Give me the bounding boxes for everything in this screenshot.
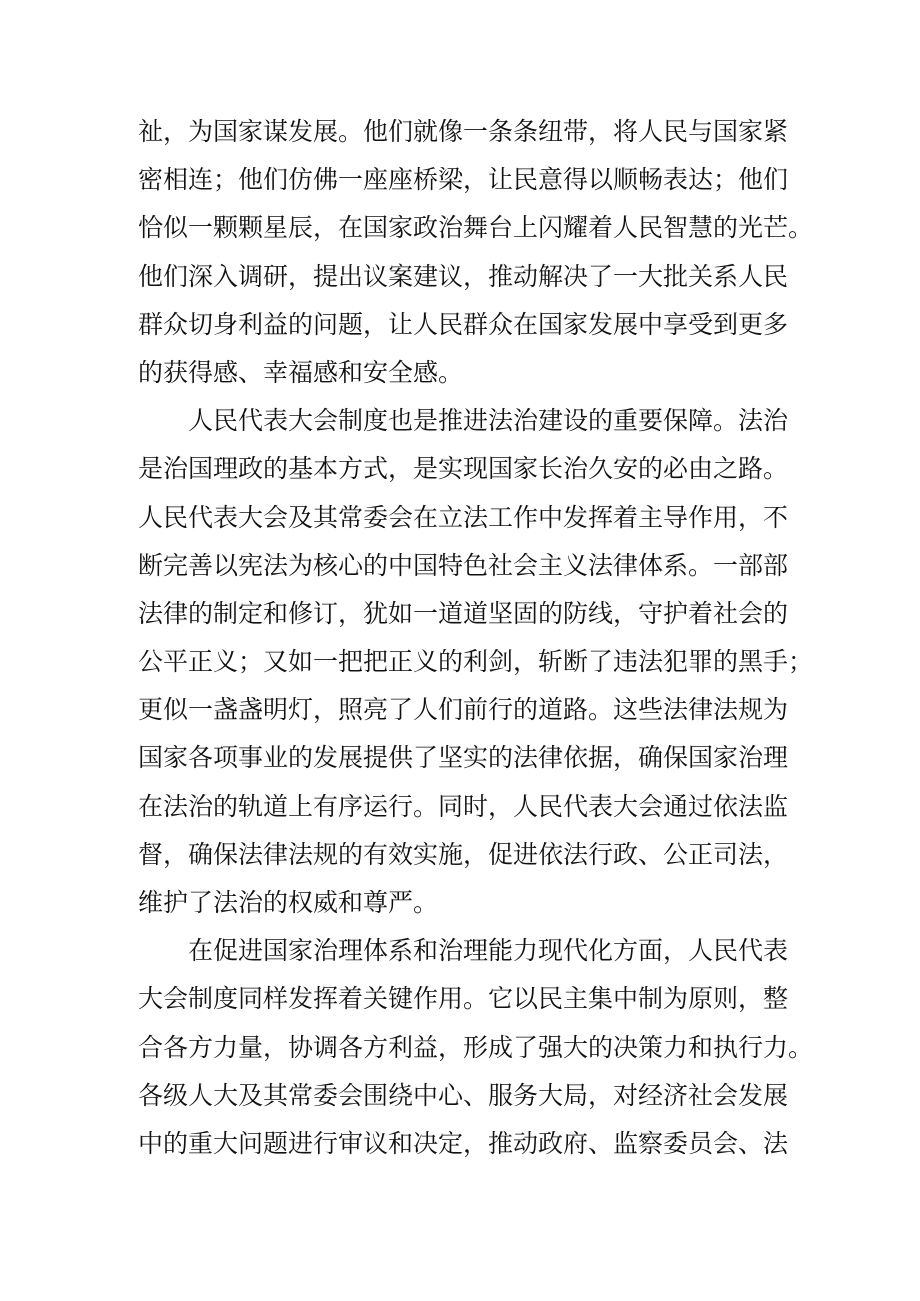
text-line: 在法治的轨道上有序运行。同时，人民代表大会通过依法监 [138,791,789,821]
text-line: 法律的制定和修订，犹如一道道坚固的防线，守护着社会的 [138,598,789,628]
text-line: 是治国理政的基本方式，是实现国家长治久安的必由之路。 [138,454,789,484]
text-line: 他们深入调研，提出议案建议，推动解决了一大批关系人民 [138,261,789,291]
text-line: 中的重大问题进行审议和决定，推动政府、监察委员会、法 [138,1128,789,1158]
text-line: 人民代表大会及其常委会在立法工作中发挥着主导作用，不 [138,502,789,532]
text-line: 祉，为国家谋发展。他们就像一条条纽带，将人民与国家紧 [138,117,789,146]
text-line: 密相连；他们仿佛一座座桥梁，让民意得以顺畅表达；他们 [138,165,789,195]
text-line: 公平正义；又如一把把正义的利剑，斩断了违法犯罪的黑手； [138,647,814,677]
text-line: 更似一盏盏明灯，照亮了人们前行的道路。这些法律法规为 [138,695,789,725]
text-line: 的获得感、幸福感和安全感。 [138,357,464,387]
paragraph-first-line: 人民代表大会制度也是推进法治建设的重要保障。法治 [188,406,789,436]
text-line: 合各方力量，协调各方利益，形成了强大的决策力和执行力。 [138,1032,814,1062]
text-line: 恰似一颗颗星辰，在国家政治舞台上闪耀着人民智慧的光芒。 [138,213,814,243]
text-line: 各级人大及其常委会围绕中心、服务大局，对经济社会发展 [138,1080,789,1110]
body-text [138,108,814,1168]
text-line: 大会制度同样发挥着关键作用。它以民主集中制为原则，整 [138,984,789,1014]
paragraph-first-line: 在促进国家治理体系和治理能力现代化方面，人民代表 [188,936,789,966]
text-line: 群众切身利益的问题，让人民群众在国家发展中享受到更多 [138,309,789,339]
text-line: 维护了法治的权威和尊严。 [138,888,439,917]
text-line: 督，确保法律法规的有效实施，促进依法行政、公正司法， [138,839,789,869]
text-line: 国家各项事业的发展提供了坚实的法律依据，确保国家治理 [138,743,789,773]
text-line: 断完善以宪法为核心的中国特色社会主义法律体系。一部部 [138,550,789,580]
